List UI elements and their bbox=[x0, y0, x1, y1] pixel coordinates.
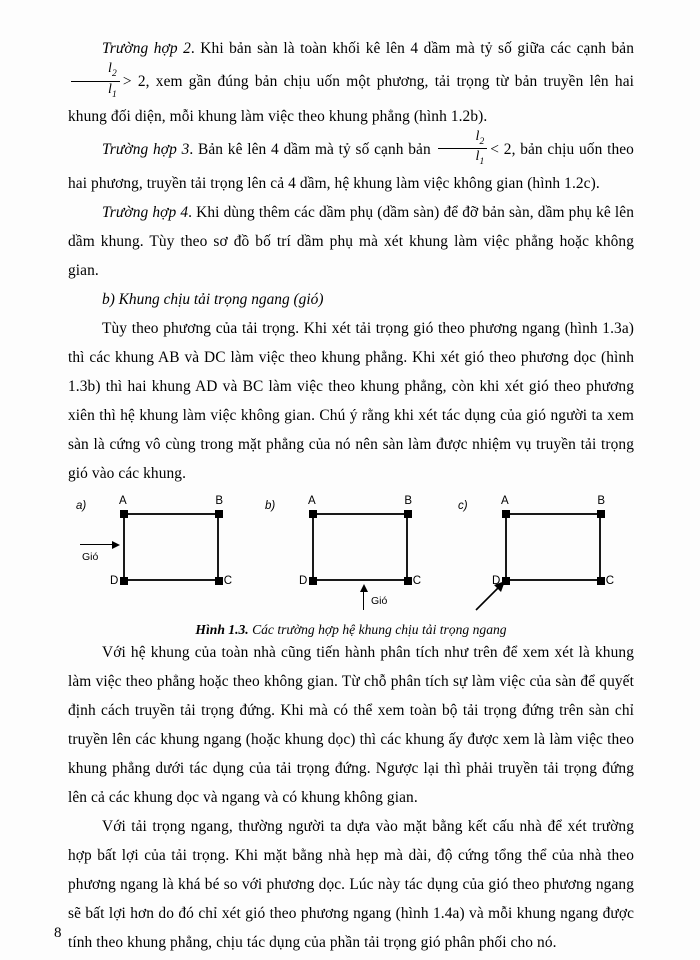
paragraph-case-2 bbox=[68, 34, 634, 131]
numerator-subscript: 2 bbox=[479, 136, 485, 147]
denominator-letter: l bbox=[475, 149, 480, 165]
section-heading-b: b) Khung chịu tải trọng ngang (gió) bbox=[102, 291, 324, 309]
paragraph-wind-loads: Tùy theo phương của tải trọng. Khi xét tải trọng gió theo phương ngang (hình 1.3a) thì các khung AB và DC làm việc theo khung phẳng. Khi xét gió theo phương dọc (hình 1.3b) thì hai khung AD và BC làm việc theo khung phẳng, còn khi xét gió theo phương xiên thì hệ khung làm việc không gian. Chú ý rằng khi xét tác dụng của gió người ta xem sàn là cứng vô cùng trong mặt phẳng của nó nên sàn làm được nhiệm vụ truyền tải trọng gió vào các khung. bbox=[68, 320, 634, 483]
frame-rectangle-c bbox=[492, 495, 614, 588]
frame-rectangle-b bbox=[299, 495, 421, 588]
frame-label-c: c) bbox=[458, 500, 468, 513]
figure-caption bbox=[68, 622, 634, 638]
case-3-text-before: . Bản kê lên 4 dầm mà tỷ số cạnh bản bbox=[189, 140, 431, 158]
paragraph-case-4 bbox=[68, 198, 634, 285]
fraction-numerator bbox=[71, 62, 120, 82]
denominator-letter: l bbox=[108, 81, 112, 97]
denominator-subscript: 1 bbox=[479, 157, 485, 168]
paragraph-horizontal-load: Với tải trọng ngang, thường người ta dựa vào mặt bằng kết cấu nhà để xét trường hợp bất lợi của tải trọng. Khi mặt bằng nhà hẹp mà dài, độ cứng tổng thể của nhà theo phương ngang là khá bé so với phương dọc. Lúc này tác dụng của gió theo phương ngang sẽ bất lợi hơn do đó chỉ xét gió theo phương ngang (hình 1.4a) và mỗi khung ngang được tính theo khung phẳng, chịu tác dụng của phần tải trọng gió phân phối cho nó. bbox=[68, 818, 634, 952]
corner-label-c: C bbox=[223, 575, 232, 588]
node-b bbox=[597, 510, 605, 518]
numerator-letter: l bbox=[475, 128, 480, 144]
column-left bbox=[312, 513, 314, 581]
beam-bottom bbox=[123, 579, 219, 581]
frame-label-a: a) bbox=[76, 500, 87, 513]
frame-diagram-b bbox=[265, 496, 450, 614]
figure-caption-number: Hình 1.3. bbox=[195, 622, 249, 638]
node-b bbox=[215, 510, 223, 518]
corner-label-a: A bbox=[119, 495, 127, 508]
node-b bbox=[404, 510, 412, 518]
wind-arrow-horizontal-icon bbox=[80, 540, 120, 550]
column-right bbox=[406, 513, 408, 581]
node-c bbox=[215, 577, 223, 585]
fraction-denominator bbox=[438, 149, 487, 168]
case-2-relation: > 2 bbox=[122, 72, 146, 90]
corner-label-a: A bbox=[308, 495, 316, 508]
node-a bbox=[502, 510, 510, 518]
frame-rectangle-a bbox=[110, 495, 232, 588]
numerator-letter: l bbox=[108, 61, 112, 76]
case-2-text-after: , xem gần đúng bản chịu uốn một phương, tải trọng từ bản truyền lên hai khung đối diện, mỗi khung làm việc theo khung phẳng (hình 1.2b). bbox=[68, 72, 634, 125]
corner-label-d: D bbox=[110, 575, 119, 588]
corner-label-b: B bbox=[404, 495, 412, 508]
corner-label-c: C bbox=[412, 575, 421, 588]
column-right bbox=[217, 513, 219, 581]
case-2-text-before: . Khi bản sàn là toàn khối kê lên 4 dầm mà tỷ số giữa các cạnh bản bbox=[190, 40, 634, 57]
node-a bbox=[120, 510, 128, 518]
frame-diagram-a bbox=[76, 496, 261, 614]
page-number: 8 bbox=[54, 925, 62, 941]
case-4-label: Trường hợp 4 bbox=[102, 204, 189, 222]
beam-top bbox=[505, 513, 601, 515]
node-a bbox=[309, 510, 317, 518]
fraction-l2-l1-case2 bbox=[71, 62, 120, 101]
corner-label-d: D bbox=[492, 575, 501, 588]
case-3-label: Trường hợp 3 bbox=[102, 140, 190, 158]
figure-caption-text: Các trường hợp hệ khung chịu tải trọng ngang bbox=[248, 622, 507, 638]
wind-label-a: Gió bbox=[82, 551, 99, 564]
paragraph-frame-system: Với hệ khung của toàn nhà cũng tiến hành phân tích như trên để xem xét là khung làm việc theo phẳng hoặc theo không gian. Từ chỗ phân tích sự làm việc của sàn để quyết định cách truyền tải trọng đứng. Khi mà có thể xem toàn bộ tải trọng đứng trên sàn chỉ truyền lên các khung ngang (hoặc khung dọc) thì các khung ấy được xem là làm việc theo khung phẳng dưới tác dụng của tải trọng đứng. Ngược lại thì phải truyền tải trọng đứng lên cả các khung dọc và ngang và có khung không gian. bbox=[68, 644, 634, 807]
beam-bottom bbox=[312, 579, 408, 581]
corner-label-a: A bbox=[501, 495, 509, 508]
beam-bottom bbox=[505, 579, 601, 581]
case-3-text-after: , bản chịu uốn theo hai phương, truyền tải trọng lên cả 4 dầm, hệ khung làm việc không gian (hình 1.2c). bbox=[68, 140, 634, 193]
fraction-denominator bbox=[71, 82, 120, 101]
case-2-label: Trường hợp 2 bbox=[102, 40, 191, 57]
beam-top bbox=[123, 513, 219, 515]
case-3-relation: < 2 bbox=[490, 140, 512, 158]
corner-label-c: C bbox=[605, 575, 614, 588]
page-content bbox=[68, 34, 634, 957]
frame-label-b: b) bbox=[265, 500, 276, 513]
frame-diagram-c bbox=[458, 496, 643, 614]
corner-label-d: D bbox=[299, 575, 308, 588]
column-left bbox=[123, 513, 125, 581]
denominator-subscript: 1 bbox=[112, 89, 117, 100]
fraction-numerator bbox=[438, 130, 487, 150]
node-d bbox=[120, 577, 128, 585]
paragraph-case-3 bbox=[68, 128, 634, 199]
wind-arrow-vertical-icon bbox=[359, 584, 369, 610]
corner-label-b: B bbox=[215, 495, 223, 508]
corner-label-b: B bbox=[597, 495, 605, 508]
figure-1-3 bbox=[68, 496, 634, 616]
node-c bbox=[597, 577, 605, 585]
column-right bbox=[599, 513, 601, 581]
node-c bbox=[404, 577, 412, 585]
column-left bbox=[505, 513, 507, 581]
case-4-text: . Khi dùng thêm các dầm phụ (dầm sàn) để đỡ bản sàn, dầm phụ kê lên dầm khung. Tùy theo sơ đồ bố trí dầm phụ mà xét khung làm việc phẳng hoặc không gian. bbox=[68, 204, 634, 280]
wind-label-b: Gió bbox=[371, 595, 388, 608]
fraction-l2-l1-case3 bbox=[438, 130, 487, 169]
beam-top bbox=[312, 513, 408, 515]
node-d bbox=[502, 577, 510, 585]
node-d bbox=[309, 577, 317, 585]
numerator-subscript: 2 bbox=[112, 68, 117, 79]
